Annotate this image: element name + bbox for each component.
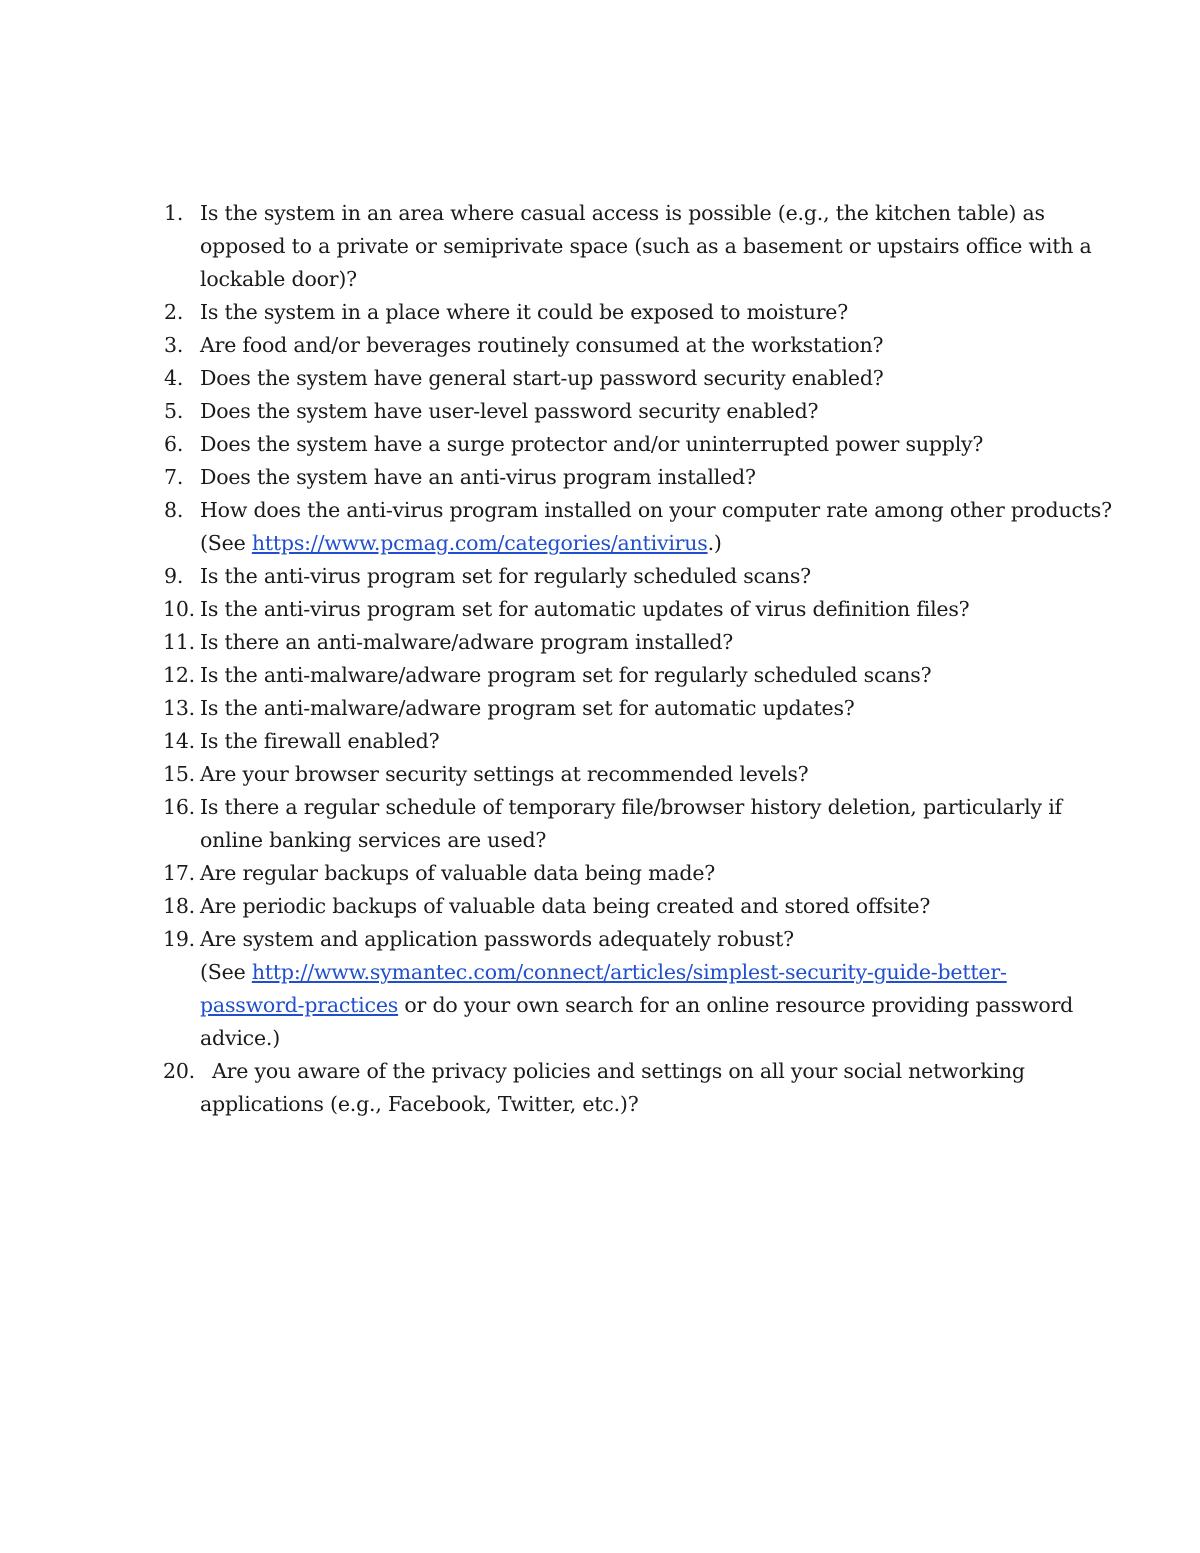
list-item (158, 758, 1158, 791)
see-prefix: (See (200, 531, 252, 555)
pcmag-antivirus-link[interactable]: https://www.pcmag.com/categories/antivirus (251, 531, 708, 555)
item-number: 8. (164, 498, 184, 522)
link-suffix-text: or do your own search for an online resource providing password (398, 993, 1074, 1017)
list-item (158, 791, 1158, 857)
list-item (158, 1055, 1158, 1121)
item-text: How does the anti-virus program installed on your computer rate among other products? (200, 498, 1112, 522)
item-number: 15. (163, 762, 196, 786)
item-number: 6. (164, 432, 184, 456)
item-number: 14. (163, 729, 196, 753)
item-number: 4. (164, 366, 184, 390)
list-item (158, 560, 1158, 593)
list-item (158, 362, 1158, 395)
item-number: 2. (164, 300, 184, 324)
item-text: Are periodic backups of valuable data being created and stored offsite? (200, 894, 931, 918)
list-item (158, 725, 1158, 758)
item-text-with-link (200, 989, 1158, 1022)
item-number: 9. (164, 564, 184, 588)
item-text: Are your browser security settings at recommended levels? (200, 762, 809, 786)
item-number: 5. (164, 399, 184, 423)
see-prefix: (See (200, 960, 252, 984)
list-item (158, 923, 1158, 1055)
item-text: Does the system have a surge protector and/or uninterrupted power supply? (200, 432, 984, 456)
item-text: Is the firewall enabled? (200, 729, 440, 753)
item-number: 12. (163, 663, 196, 687)
item-text: lockable door)? (200, 267, 357, 291)
list-item (158, 857, 1158, 890)
list-item (158, 428, 1158, 461)
item-text: Is there a regular schedule of temporary file/browser history deletion, particularly if (200, 795, 1062, 819)
item-number: 19. (163, 927, 196, 951)
item-text: applications (e.g., Facebook, Twitter, etc.)? (200, 1092, 639, 1116)
item-number: 16. (163, 795, 196, 819)
item-text: Does the system have an anti-virus program installed? (200, 465, 756, 489)
list-item (158, 296, 1158, 329)
item-number: 18. (163, 894, 196, 918)
item-text: Is the system in an area where casual access is possible (e.g., the kitchen table) as (200, 201, 1045, 225)
item-text: Is the anti-malware/adware program set for automatic updates? (200, 696, 855, 720)
item-text: Is the anti-virus program set for regularly scheduled scans? (200, 564, 811, 588)
item-number: 17. (163, 861, 196, 885)
item-text: Is the anti-malware/adware program set for regularly scheduled scans? (200, 663, 932, 687)
item-text: opposed to a private or semiprivate space (such as a basement or upstairs office with a (200, 234, 1092, 258)
item-text: Are you aware of the privacy policies and settings on all your social networking (212, 1059, 1025, 1083)
item-number: 7. (164, 465, 184, 489)
list-item (158, 329, 1158, 362)
item-text: online banking services are used? (200, 828, 547, 852)
see-suffix: .) (707, 531, 722, 555)
item-text: Does the system have general start-up password security enabled? (200, 366, 884, 390)
item-number: 20. (163, 1059, 196, 1083)
item-text: Is the system in a place where it could be exposed to moisture? (200, 300, 849, 324)
item-number: 10. (163, 597, 196, 621)
list-item (158, 692, 1158, 725)
list-item (158, 626, 1158, 659)
list-item (158, 395, 1158, 428)
item-number: 11. (163, 630, 196, 654)
list-item (158, 659, 1158, 692)
item-number: 3. (164, 333, 184, 357)
item-number: 13. (163, 696, 196, 720)
item-text: advice.) (200, 1026, 281, 1050)
item-text-with-link (200, 527, 1158, 560)
item-text: Is there an anti-malware/adware program installed? (200, 630, 734, 654)
symantec-password-link[interactable]: http://www.symantec.com/connect/articles/simplest-security-guide-better- (251, 960, 1007, 984)
item-text: Does the system have user-level password security enabled? (200, 399, 819, 423)
symantec-password-link-continued[interactable]: password-practices (200, 993, 399, 1017)
list-item (158, 890, 1158, 923)
item-number: 1. (164, 201, 184, 225)
security-checklist (158, 197, 1158, 1121)
list-item (158, 593, 1158, 626)
list-item (158, 197, 1158, 296)
list-item (158, 461, 1158, 494)
item-text: Are regular backups of valuable data being made? (200, 861, 716, 885)
list-item (158, 494, 1158, 560)
item-text: Are food and/or beverages routinely consumed at the workstation? (200, 333, 884, 357)
item-text: Are system and application passwords adequately robust? (200, 927, 794, 951)
item-text-with-link (200, 956, 1158, 989)
item-text: Is the anti-virus program set for automatic updates of virus definition files? (200, 597, 970, 621)
